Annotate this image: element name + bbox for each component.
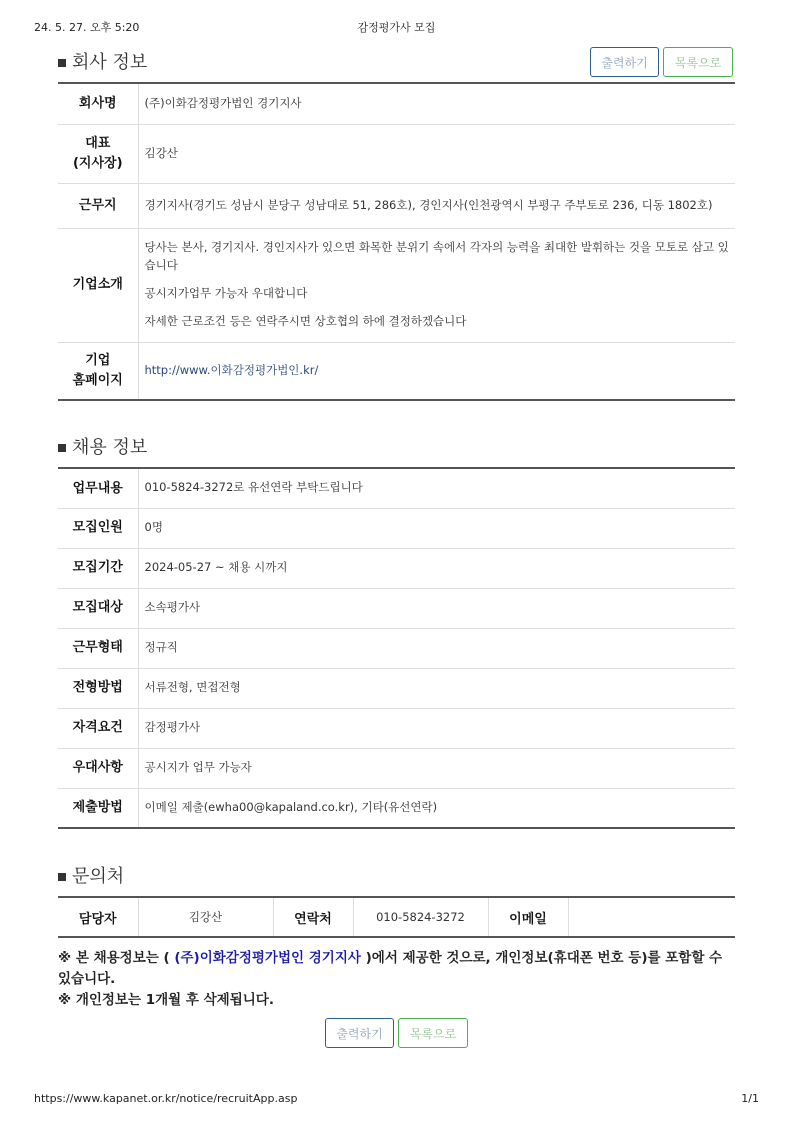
square-bullet-icon [58,59,66,67]
email-label: 이메일 [488,897,568,937]
table-row [58,897,735,937]
print-title: 감정평가사 모집 [357,21,436,34]
table-row [58,548,735,588]
table-row [58,228,735,342]
print-button[interactable]: 출력하기 [590,47,659,77]
recruit-row-value: 서류전형, 면접전형 [138,668,735,708]
phone-label: 연락처 [273,897,353,937]
recruit-row-label: 모집인원 [58,508,138,548]
recruit-row-value: 0명 [138,508,735,548]
recruit-row-value: 감정평가사 [138,708,735,748]
print-date: 24. 5. 27. 오후 5:20 [34,21,140,34]
square-bullet-icon [58,873,66,881]
square-bullet-icon [58,444,66,452]
location-value: 경기지사(경기도 성남시 분당구 성남대로 51, 286호), 경인지사(인천광역시 부평구 주부토로 236, 디동 1802호) [138,183,735,228]
recruit-row-label: 자격요건 [58,708,138,748]
table-row [58,708,735,748]
location-label: 근무지 [58,183,138,228]
intro-label: 기업소개 [58,228,138,342]
recruit-row-label: 모집대상 [58,588,138,628]
list-button[interactable]: 목록으로 [663,47,733,77]
ceo-label: 대표 (지사장) [58,124,138,183]
company-name-label: 회사명 [58,83,138,124]
company-info-table [58,82,735,401]
table-row [58,748,735,788]
company-name-value: (주)이화감정평가법인 경기지사 [138,83,735,124]
recruit-row-value: 2024-05-27 ~ 채용 시까지 [138,548,735,588]
table-row [58,588,735,628]
recruit-row-value: 공시지가 업무 가능자 [138,748,735,788]
manager-label: 담당자 [58,897,138,937]
list-button-bottom[interactable]: 목록으로 [398,1018,468,1048]
print-url: https://www.kapanet.or.kr/notice/recruitApp.asp [34,1092,298,1105]
recruit-row-label: 모집기간 [58,548,138,588]
recruit-row-label: 제출방법 [58,788,138,828]
recruit-section-title: 채용 정보 [58,433,147,459]
table-row [58,628,735,668]
email-value [568,897,735,937]
recruit-row-value: 소속평가사 [138,588,735,628]
recruit-row-label: 우대사항 [58,748,138,788]
phone-value: 010-5824-3272 [353,897,488,937]
table-row [58,124,735,183]
contact-section-title: 문의처 [58,862,124,888]
recruit-row-value: 정규직 [138,628,735,668]
table-row [58,668,735,708]
company-section-title: 회사 정보 [58,48,147,74]
recruit-row-label: 전형방법 [58,668,138,708]
ceo-value: 김강산 [138,124,735,183]
recruit-row-label: 근무형태 [58,628,138,668]
notice-company: (주)이화감정평가법인 경기지사 [174,950,361,966]
table-row [58,183,735,228]
privacy-notice: ※ 본 채용정보는 ( (주)이화감정평가법인 경기지사 )에서 제공한 것으로, 개인정보(휴대폰 번호 등)를 포함할 수 있습니다. ※ 개인정보는 1개월 후 삭제됩니다. [58,950,723,1008]
recruit-row-value: 이메일 제출(ewha00@kapaland.co.kr), 기타(유선연락) [144,799,438,814]
print-page-number: 1/1 [741,1092,759,1105]
table-row [58,508,735,548]
intro-value: 당사는 본사, 경기지사. 경인지사가 있으면 화목한 분위기 속에서 각자의 능력을 최대한 발휘하는 것을 모토로 삼고 있습니다 공시지가업무 가능자 우대합니다 자세한 근로조건 등은 연락주시면 상호협의 하에 결정하겠습니다 [138,228,735,342]
contact-table [58,896,735,938]
print-header [0,19,793,35]
recruit-row-label: 업무내용 [58,468,138,508]
table-row [58,83,735,124]
print-button-bottom[interactable]: 출력하기 [325,1018,394,1048]
manager-value: 김강산 [138,897,273,937]
homepage-link[interactable]: http://www.이화감정평가법인.kr/ [144,362,319,377]
homepage-label: 기업 홈페이지 [58,342,138,400]
table-row [58,468,735,508]
recruit-info-table [58,467,735,829]
table-row [58,342,735,400]
table-row [58,788,735,828]
homepage-value [138,342,735,400]
recruit-row-value: 010-5824-3272로 유선연락 부탁드립니다 [138,468,735,508]
